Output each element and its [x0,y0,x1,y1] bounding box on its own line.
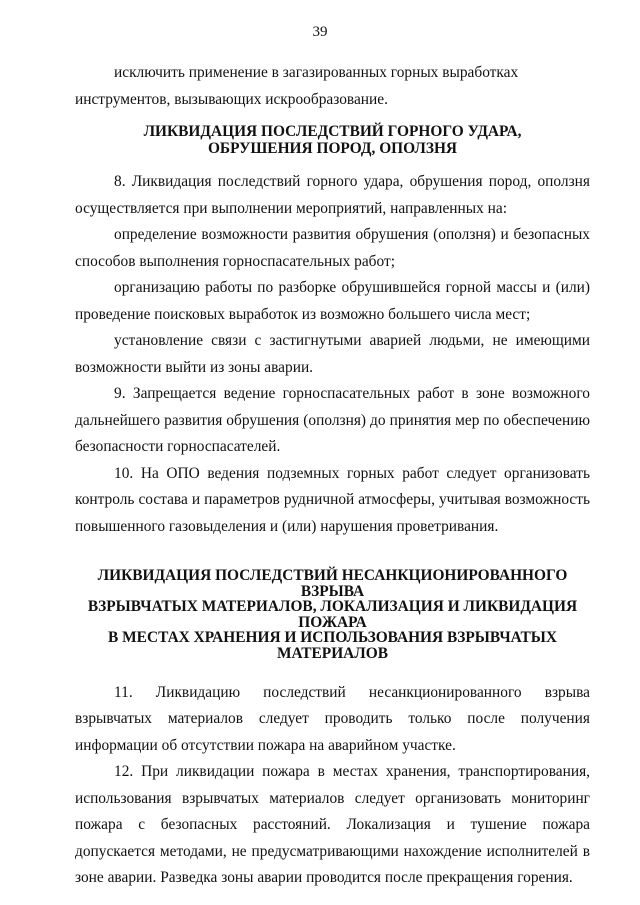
paragraph-11: 11. Ликвидацию последствий несанкционированного взрыва взрывчатых материалов следует проводить только после получения информации об отсутствии пожара на аварийном участке. [75,683,590,754]
page-number: 39 [312,24,328,40]
section-heading-explosion [75,568,590,662]
intro-line-1: исключить применение в загазированных горных выработках [114,64,519,81]
list-item: определение возможности развития обрушения (оползня) и безопасных способов выполнения горноспасательных работ; [75,226,590,270]
paragraph-8: 8. Ликвидация последствий горного удара, обрушения пород, оползня осуществляется при выполнении мероприятий, направленных на: [75,173,590,217]
list-item: организацию работы по разборке обрушившейся горной массы и (или) проведение поисковых выработок из возможно большего числа мест; [75,279,590,323]
list-item: установление связи с застигнутыми аварией людьми, не имеющими возможности выйти из зоны аварии. [75,332,590,376]
heading-line: МАТЕРИАЛОВ [276,644,388,662]
paragraph-9: 9. Запрещается ведение горноспасательных работ в зоне возможного дальнейшего развития обрушения (оползня) до принятия мер по обеспечению безопасности горноспасателей. [75,385,590,455]
heading-line: ОБРУШЕНИЯ ПОРОД, ОПОЛЗНЯ [207,139,458,157]
heading-line: В МЕСТАХ ХРАНЕНИЯ И ИСПОЛЬЗОВАНИЯ ВЗРЫВЧАТЫХ [108,629,557,647]
document-body [75,60,590,892]
heading-line: ЛИКВИДАЦИЯ ПОСЛЕДСТВИЙ НЕСАНКЦИОНИРОВАННОГО ВЗРЫВА [97,567,568,600]
paragraph-10: 10. На ОПО ведения подземных горных работ следует организовать контроль состава и параметров рудничной атмосферы, учитывая возможность повышенного газовыделения и (или) нарушения проветривания. [75,464,590,535]
paragraph-12: 12. При ликвидации пожара в местах хранения, транспортирования, использования взрывчатых материалов следует организовать мониторинг пожара с безопасных расстояний. Локализация и тушение пожара допускается методами, не предусматривающими нахождение исполнителей в зоне аварии. Разведка зоны аварии проводится после прекращения горения. [75,763,590,887]
heading-line: ЛИКВИДАЦИЯ ПОСЛЕДСТВИЙ ГОРНОГО УДАРА, [143,123,522,140]
section-heading-rock-burst [75,124,590,157]
heading-line: ВЗРЫВЧАТЫХ МАТЕРИАЛОВ, ЛОКАЛИЗАЦИЯ И ЛИКВИДАЦИЯ ПОЖАРА [87,598,578,631]
intro-line-2: инструментов, вызывающих искрообразование. [75,90,388,108]
